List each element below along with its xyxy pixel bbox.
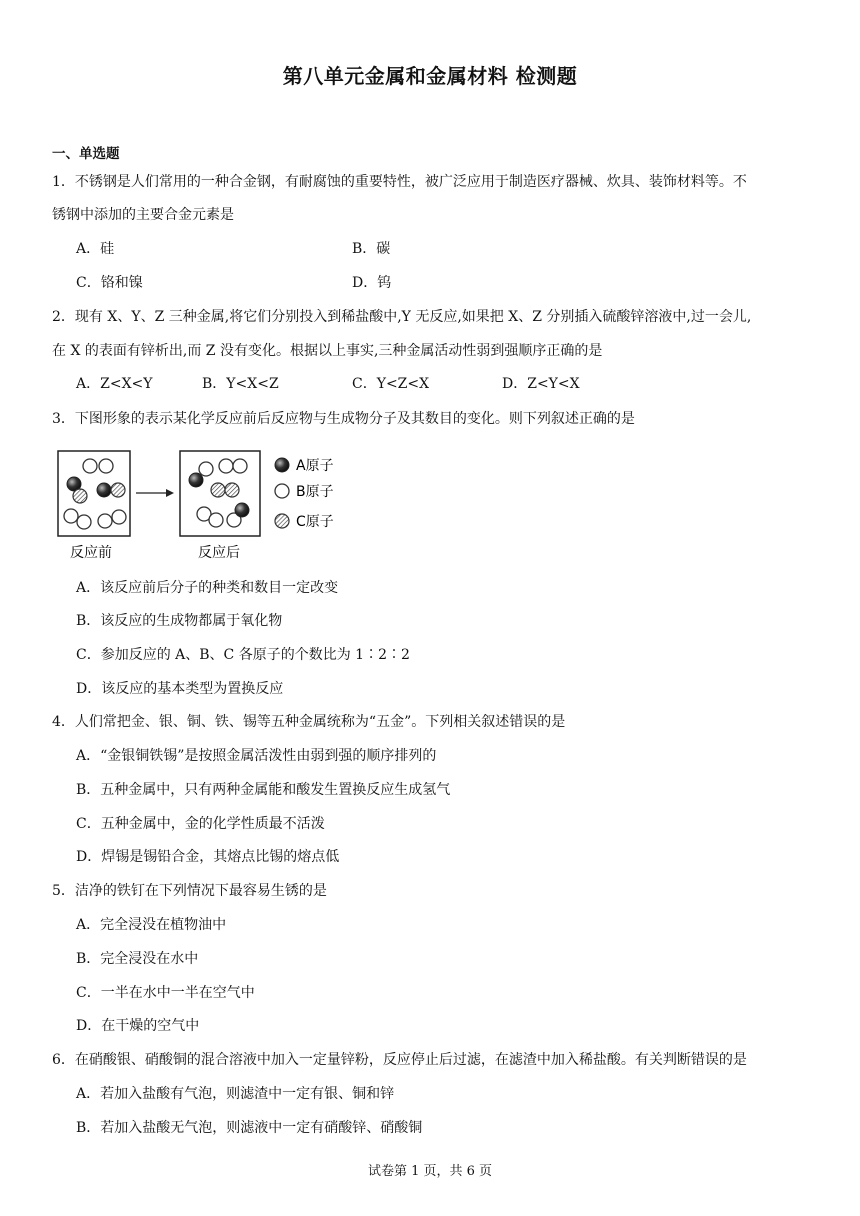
legend-b-marker xyxy=(275,484,289,498)
legend-c-marker xyxy=(275,514,289,528)
question-6-option-b: B．若加入盐酸无气泡，则滤液中一定有硝酸锌、硝酸铜 xyxy=(76,1120,423,1136)
question-5-stem: 5．洁净的铁钉在下列情况下最容易生锈的是 xyxy=(52,883,327,899)
question-3-option-c: C．参加反应的 A、B、C 各原子的个数比为 1∶2∶2 xyxy=(76,647,410,663)
before-label: 反应前 xyxy=(70,545,112,561)
question-2-option-a: A．Z<X<Y xyxy=(76,376,153,392)
question-4-option-d: D．焊锡是锡铅合金，其熔点比锡的熔点低 xyxy=(76,849,340,865)
question-1-option-b: B．碳 xyxy=(352,241,391,257)
question-1-option-d: D．钨 xyxy=(352,275,392,291)
question-2-stem-line-2: 在 X 的表面有锌析出,而 Z 没有变化。根据以上事实,三种金属活动性弱到强顺序正确的是 xyxy=(52,343,603,359)
question-6-option-a: A．若加入盐酸有气泡，则滤渣中一定有银、铜和锌 xyxy=(76,1086,395,1102)
question-4-option-a: A．“金银铜铁锡”是按照金属活泼性由弱到强的顺序排列的 xyxy=(76,748,437,764)
legend-b-label: B原子 xyxy=(296,484,334,500)
question-2-option-b: B．Y<X<Z xyxy=(202,376,279,392)
after-label: 反应后 xyxy=(198,545,240,561)
legend-c-label: C原子 xyxy=(296,514,334,530)
question-3-option-a: A．该反应前后分子的种类和数目一定改变 xyxy=(76,580,339,596)
question-5-option-d: D．在干燥的空气中 xyxy=(76,1018,200,1034)
question-5-option-a: A．完全浸没在植物油中 xyxy=(76,917,227,933)
question-2-option-d: D．Z<Y<X xyxy=(502,376,580,392)
question-4-option-c: C．五种金属中，金的化学性质最不活泼 xyxy=(76,816,325,832)
question-5-option-b: B．完全浸没在水中 xyxy=(76,951,199,967)
question-3-option-b: B．该反应的生成物都属于氧化物 xyxy=(76,613,283,629)
question-3-option-d: D．该反应的基本类型为置换反应 xyxy=(76,681,284,697)
question-5-option-c: C．一半在水中一半在空气中 xyxy=(76,985,255,1001)
question-1-option-c: C．铬和镍 xyxy=(76,275,143,291)
question-6-stem: 6．在硝酸银、硝酸铜的混合溶液中加入一定量锌粉，反应停止后过滤，在滤渣中加入稀盐酸。有关判断错误的是 xyxy=(52,1052,747,1068)
question-2-stem-line-1: 2．现有 X、Y、Z 三种金属,将它们分别投入到稀盐酸中,Y 无反应,如果把 X、Z 分别插入硫酸锌溶液中,过一会儿, xyxy=(52,309,752,325)
legend-a-label: A原子 xyxy=(296,458,334,474)
question-1-option-a: A．硅 xyxy=(76,241,115,257)
question-1-stem-line-1: 1．不锈钢是人们常用的一种合金钢，有耐腐蚀的重要特性，被广泛应用于制造医疗器械、炊具、装饰材料等。不 xyxy=(52,174,747,190)
section-heading: 一、单选题 xyxy=(52,146,120,162)
question-4-stem: 4．人们常把金、银、铜、铁、锡等五种金属统称为“五金”。下列相关叙述错误的是 xyxy=(52,714,566,730)
question-1-stem-line-2: 锈钢中添加的主要合金元素是 xyxy=(52,207,234,223)
legend-a-marker xyxy=(275,458,289,472)
reaction-diagram xyxy=(56,446,376,564)
question-3-stem: 3．下图形象的表示某化学反应前后反应物与生成物分子及其数目的变化。则下列叙述正确的是 xyxy=(52,411,635,427)
question-4-option-b: B．五种金属中，只有两种金属能和酸发生置换反应生成氢气 xyxy=(76,782,451,798)
question-2-option-c: C．Y<Z<X xyxy=(352,376,430,392)
page-title: 第八单元金属和金属材料 检测题 xyxy=(282,64,578,88)
page-footer: 试卷第 1 页，共 6 页 xyxy=(367,1164,493,1179)
